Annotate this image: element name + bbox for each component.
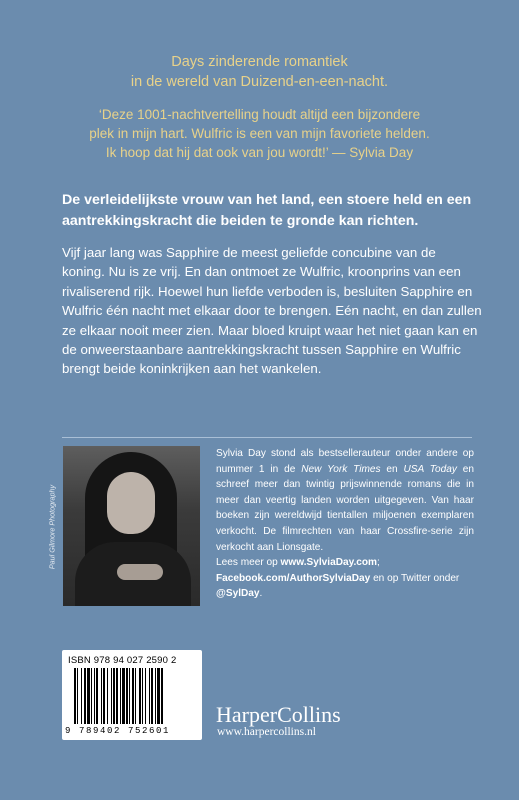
barcode-bar: [135, 668, 136, 724]
bio-usa-today: USA Today: [403, 463, 457, 475]
tagline: [0, 52, 519, 92]
twitter-link[interactable]: @SylDay: [216, 588, 260, 600]
isbn-label: ISBN 978 94 027 2590 2: [68, 655, 177, 666]
quote-attribution: — Sylvia Day: [328, 145, 414, 160]
bio-paragraph-2: [216, 555, 474, 602]
bio-text-2: en: [380, 463, 404, 475]
barcode-bar: [139, 668, 141, 724]
barcode-bars: [74, 668, 192, 726]
author-bio: [216, 446, 474, 602]
barcode-bar: [84, 668, 86, 724]
barcode-bar: [81, 668, 82, 724]
barcode-bar: [142, 668, 143, 724]
barcode-bar: [113, 668, 115, 724]
barcode-bar: [132, 668, 134, 724]
bio-nyt: New York Times: [301, 463, 381, 475]
barcode-bar: [111, 668, 112, 724]
tagline-line-2: in de wereld van Duizend-en-een-nacht.: [130, 74, 389, 90]
facebook-link[interactable]: Facebook.com/AuthorSylviaDay: [216, 572, 371, 584]
photo-face: [107, 472, 155, 534]
barcode-bar: [87, 668, 90, 724]
barcode-bar: [157, 668, 160, 724]
barcode-bar: [155, 668, 156, 724]
author-photo: [63, 446, 200, 606]
photo-hands: [117, 564, 163, 580]
barcode-number: 9 789402 752601: [65, 726, 171, 736]
headline: De verleidelijkste vrouw van het land, een stoere held en een aantrekkingskracht die beiden te gronde kan richten.: [62, 192, 472, 229]
barcode-bar: [96, 668, 98, 724]
barcode: [62, 650, 202, 740]
barcode-bar: [74, 668, 76, 724]
quote-line-3: [0, 143, 519, 162]
barcode-bar: [145, 668, 146, 724]
bio-text-3: en schreef meer dan twintig prijswinnende romans die in meer dan veertig landen worden uitgegeven. Van haar boeken zijn wereldwijd tientallen miljoenen exemplaren verkocht. De filmrechten van haar Crossfire-serie zijn verkocht aan Lionsgate.: [216, 463, 474, 553]
quote-line-2: plek in mijn hart. Wulfric is een van mijn favoriete helden.: [89, 126, 430, 141]
barcode-bar: [101, 668, 102, 724]
barcode-bar: [151, 668, 153, 724]
publisher-logo: HarperCollins: [216, 702, 341, 727]
barcode-bar: [116, 668, 118, 724]
bio-text-5: ;: [377, 557, 380, 569]
tagline-line-1: Days zinderende romantiek: [171, 54, 348, 70]
barcode-bar: [77, 668, 78, 724]
barcode-bar: [107, 668, 108, 724]
quote-line-3-text: Ik hoop dat hij dat ook van jou wordt!’: [105, 145, 329, 160]
barcode-bar: [122, 668, 125, 724]
quote-line-1: ‘Deze 1001-nachtvertelling houdt altijd een bijzondere: [98, 107, 421, 122]
barcode-bar: [120, 668, 121, 724]
publisher-website[interactable]: www.harpercollins.nl: [217, 726, 316, 738]
barcode-bar: [91, 668, 92, 724]
barcode-bar: [161, 668, 163, 724]
divider: [62, 437, 472, 438]
bio-text-6: en op Twitter onder: [370, 572, 460, 584]
barcode-bar: [129, 668, 130, 724]
photo-credit: Paul Gilmore Photography: [47, 484, 57, 570]
website-link[interactable]: www.SylviaDay.com: [280, 557, 378, 569]
bio-text-4: Lees meer op: [216, 557, 281, 569]
barcode-bar: [149, 668, 150, 724]
barcode-bar: [94, 668, 95, 724]
blurb: Vijf jaar lang was Sapphire de meest geliefde concubine van de koning. Nu is ze vrij. En dan ontmoet ze Wulfric, kroonprins van een rivaliserend rijk. Hoewel hun liefde verboden is, besluiten Sapphire en Wulfric één nacht met elkaar door te brengen. Eén nacht, en dan zullen ze elkaar nooit meer zien. Maar bloed kruipt waar het niet gaan kan en de onweerstaanbare aantrekkingskracht tussen Sapphire en Wulfric brengt beide koninkrijken aan het wankelen.: [62, 245, 482, 377]
bio-text-1: Sylvia Day stond als bestsellerauteur onder andere op nummer 1 in de: [216, 448, 474, 475]
bio-text-7: .: [259, 588, 263, 600]
author-quote: [0, 105, 519, 162]
barcode-bar: [103, 668, 105, 724]
bio-paragraph-1: [216, 446, 474, 555]
barcode-bar: [126, 668, 128, 724]
